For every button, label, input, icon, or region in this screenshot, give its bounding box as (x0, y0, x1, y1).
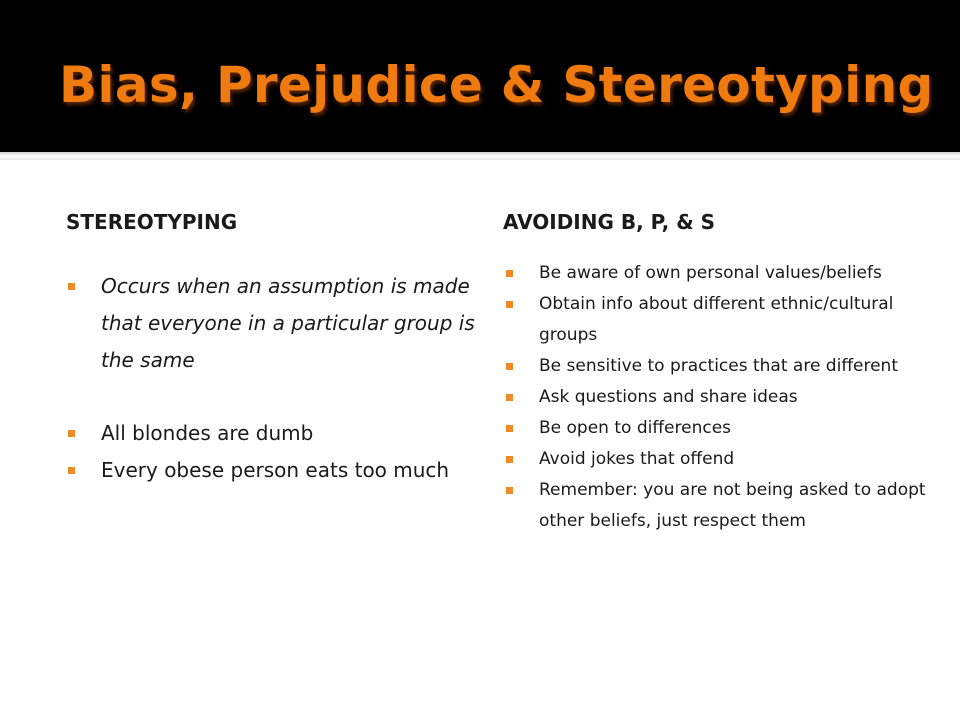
list-item (504, 382, 934, 413)
square-bullet-icon (506, 270, 513, 277)
list-item-text: Occurs when an assumption is made that everyone in a particular group is the same (101, 274, 475, 372)
square-bullet-icon (68, 467, 75, 474)
square-bullet-icon (68, 430, 75, 437)
list-item (504, 413, 934, 444)
list-item-text: Be open to differences (539, 418, 732, 438)
slide-title: Bias, Prejudice & Stereotyping (59, 56, 934, 114)
list-item (504, 289, 934, 351)
left-column-heading: STEREOTYPING (66, 210, 238, 234)
list-item (504, 351, 934, 382)
right-column-heading: AVOIDING B, P, & S (503, 210, 716, 234)
list-item-text: Be aware of own personal values/beliefs (539, 263, 882, 283)
list-item (504, 475, 934, 537)
left-bullet-list (66, 268, 476, 489)
list-item-text: Ask questions and share ideas (539, 387, 798, 407)
square-bullet-icon (506, 487, 513, 494)
list-item-text: Every obese person eats too much (101, 458, 450, 482)
list-item-text: Obtain info about different ethnic/cultural groups (539, 294, 894, 345)
square-bullet-icon (506, 363, 513, 370)
square-bullet-icon (506, 301, 513, 308)
list-item-text: Be sensitive to practices that are different (539, 356, 899, 376)
square-bullet-icon (506, 425, 513, 432)
list-item (66, 452, 476, 489)
square-bullet-icon (506, 394, 513, 401)
right-bullet-list (504, 258, 934, 537)
list-item-text: All blondes are dumb (101, 421, 314, 445)
title-divider (0, 152, 960, 160)
list-item (66, 268, 476, 379)
list-item-text: Avoid jokes that offend (539, 449, 735, 469)
list-item (504, 444, 934, 475)
list-item (66, 415, 476, 452)
square-bullet-icon (506, 456, 513, 463)
list-item-text: Remember: you are not being asked to adopt other beliefs, just respect them (539, 480, 926, 531)
list-item (504, 258, 934, 289)
square-bullet-icon (68, 283, 75, 290)
